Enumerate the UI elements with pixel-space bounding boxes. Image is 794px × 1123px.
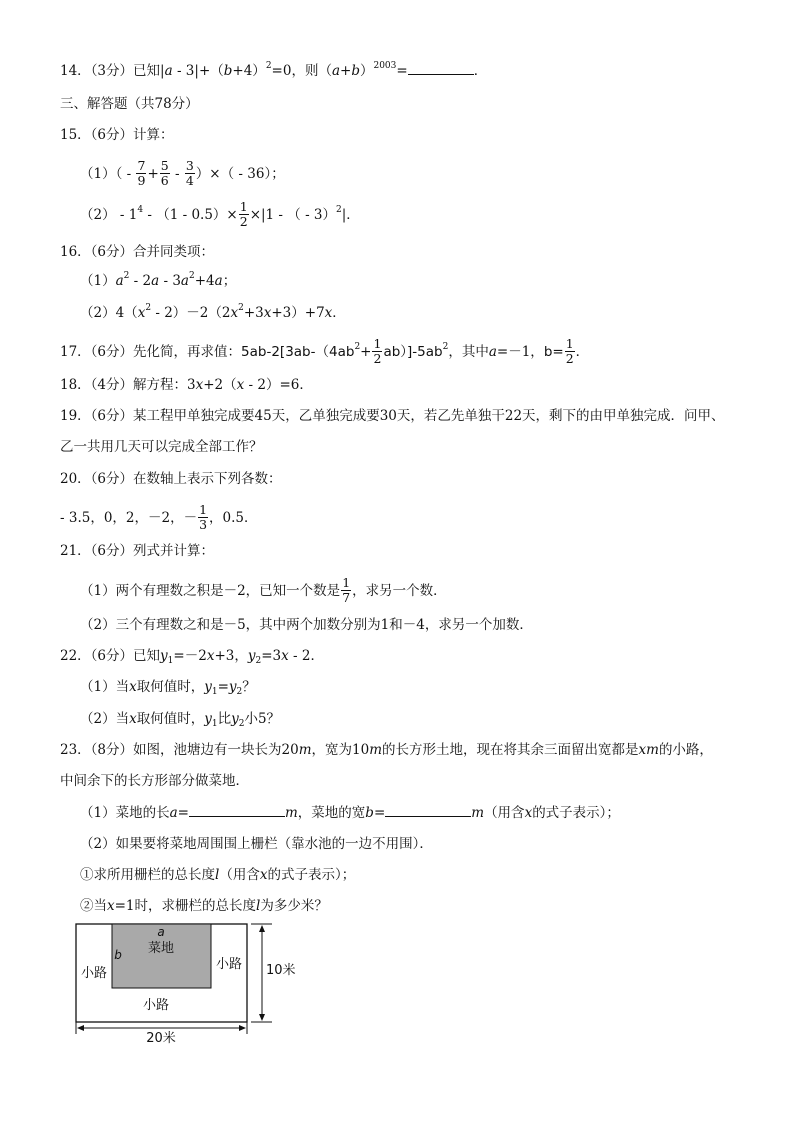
question-17: 17．（6分）先化简，再求值：$5ab-2[3ab-(4ab^2+$ $\frac{1}{2}$ $ab)]-5ab^2$，其中a=－1，b= $\frac{1}{2}$ ． — [60, 336, 590, 366]
question-23-line-2: 中间余下的长方形部分做菜地． — [60, 773, 249, 789]
path-right-label: 小路 — [215, 957, 243, 972]
height-label: 10米 — [266, 963, 296, 978]
question-22-part-1: （1）当x取何值时，$y_1=y_2$？ — [80, 679, 256, 697]
fraction: $\frac{7}{9}$ — [137, 158, 146, 188]
answer-blank-a[interactable] — [189, 804, 285, 817]
fraction: $\frac{1}{3}$ — [199, 502, 208, 532]
question-19-line-2: 乙一共用几天可以完成全部工作？ — [60, 439, 263, 455]
fraction: $\frac{3}{4}$ — [185, 158, 194, 188]
question-20-numbers: - 3.5，0，2，－2，－ $\frac{1}{3}$ ，0.5． — [60, 502, 258, 532]
question-18: 18．（4分）解方程：3x+2（x - 2）=6． — [60, 377, 313, 393]
question-16-heading: 16．（6分）合并同类项： — [60, 244, 215, 260]
garden-label: 菜地 — [147, 941, 175, 956]
question-20-heading: 20．（6分）在数轴上表示下列各数： — [60, 471, 282, 487]
fraction: $\frac{5}{6}$ — [160, 158, 169, 188]
path-bottom-label: 小路 — [142, 998, 170, 1013]
width-label: 20米 — [146, 1031, 176, 1045]
question-14: 14．（3分）已知$|a - 3|+(b+4)^2=0$，则$(a+b)^{2003}=$ ． — [60, 61, 488, 79]
question-number: 14． — [60, 63, 91, 79]
height-arrow-head-up — [259, 925, 265, 932]
fraction: $\frac{1}{2}$ — [373, 336, 382, 366]
question-22: 22．（6分）已知$y_1=-2x+3$，$y_2=3x - 2$． — [60, 648, 324, 666]
answer-blank[interactable] — [408, 62, 474, 75]
fraction: $\frac{1}{2}$ — [239, 199, 248, 229]
fraction: $\frac{1}{2}$ — [565, 336, 574, 366]
question-23-sub-1: ①求所用栅栏的总长度l（用含x的式子表示）； — [80, 867, 356, 883]
label-a: a — [157, 925, 165, 939]
question-21-part-2: （2）三个有理数之和是－5，其中两个加数分别为1和－4，求另一个加数． — [80, 617, 533, 633]
question-23-line-1: 23．（8分）如图，池塘边有一块长为20m，宽为10m的长方形土地，现在将其余三面留出宽都是xm的小路， — [60, 742, 713, 758]
question-23-part-2: （2）如果要将菜地周围围上栅栏（靠水池的一边不用围）． — [80, 836, 433, 852]
land-diagram — [60, 915, 300, 1045]
question-21-heading: 21．（6分）列式并计算： — [60, 543, 215, 559]
path-left-label: 小路 — [80, 966, 108, 981]
question-15-part-1: （1）（ - $\frac{7}{9}$ + $\frac{5}{6}$ - $\frac{3}{4}$ ）×（ - 36）； — [80, 158, 285, 188]
answer-blank-b[interactable] — [385, 804, 471, 817]
question-23-sub-2: ②当x=1时，求栅栏的总长度l为多少米？ — [80, 898, 328, 914]
section-heading: 三、解答题（共78分） — [60, 96, 199, 112]
question-15-part-2: $(2) - 1^4 - (1 - 0.5)\times$ $\frac{1}{2}$ ×|1 - （ - 3）$^2$|． — [80, 199, 360, 229]
question-16-part-2: $(2)4(x^2 - 2)-2(2x^2+3x+3)+7x$． — [80, 303, 346, 321]
question-score: （3分） — [90, 63, 134, 79]
question-22-part-2: （2）当x取何值时，$y_1$比$y_2$小5？ — [80, 711, 281, 729]
question-19-line-1: 19．（6分）某工程甲单独完成要45天，乙单独完成要30天，若乙先单独干22天，剩下的由甲单独完成．问甲、 — [60, 408, 725, 424]
question-23-part-1: （1）菜地的长a= m，菜地的宽b= m（用含x的式子表示）； — [80, 805, 620, 821]
question-21-part-1: （1）两个有理数之积是－2，已知一个数是 $\frac{1}{7}$ ，求另一个数． — [80, 575, 447, 605]
question-15-heading: 15．（6分）计算： — [60, 127, 174, 143]
label-b: b — [114, 948, 122, 962]
width-arrow-head-right — [239, 1025, 246, 1031]
width-arrow-head-left — [77, 1025, 84, 1031]
height-arrow-head-down — [259, 1014, 265, 1021]
fraction: $\frac{1}{7}$ — [342, 575, 351, 605]
question-16-part-1: $(1)a^2 - 2a - 3a^2+4a$； — [80, 271, 237, 289]
